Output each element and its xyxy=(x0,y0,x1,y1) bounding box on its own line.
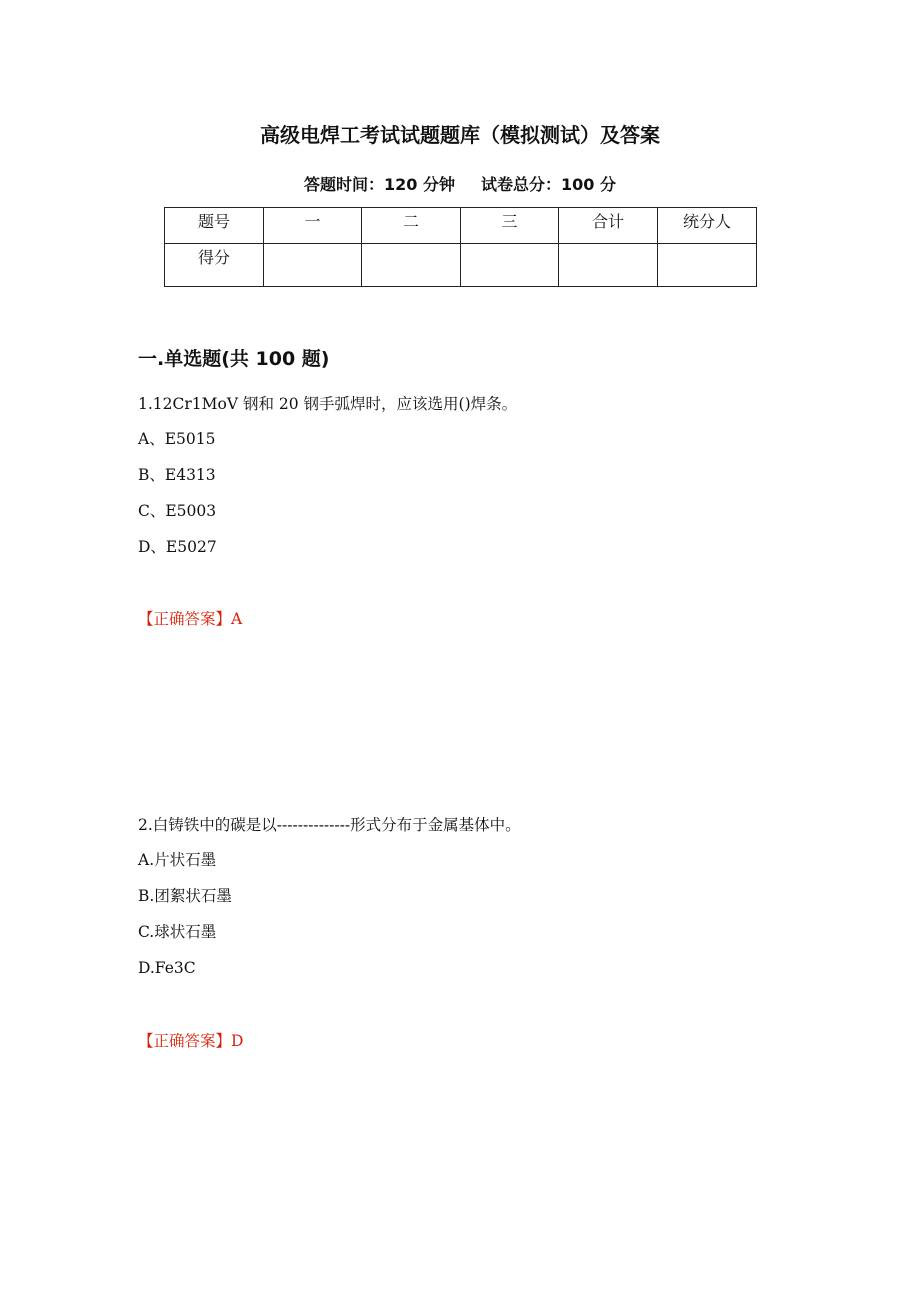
exam-time: 答题时间：120 分钟 xyxy=(304,175,455,194)
correct-answer xyxy=(138,1030,243,1052)
correct-answer-value: A xyxy=(231,610,243,628)
score-cell-empty[interactable] xyxy=(461,244,559,287)
score-table xyxy=(164,207,757,287)
question-stem: 1.12Cr1MoV 钢和 20 钢手弧焊时，应该选用()焊条。 xyxy=(138,395,518,413)
exam-meta xyxy=(0,173,920,197)
correct-answer-label: 【正确答案】 xyxy=(138,1032,232,1050)
question-option: C、E5003 xyxy=(138,502,217,520)
question-stem: 2.白铸铁中的碳是以--------------形式分布于金属基体中。 xyxy=(138,816,521,834)
question-option: D、E5027 xyxy=(138,538,217,556)
section-title: 一.单选题(共 100 题) xyxy=(138,348,330,370)
score-cell-part-3: 三 xyxy=(461,208,559,244)
question-option: A、E5015 xyxy=(138,430,216,448)
score-cell-grader: 统分人 xyxy=(658,208,757,244)
question-option: B、E4313 xyxy=(138,466,216,484)
score-cell-part-1: 一 xyxy=(264,208,362,244)
score-table-score-row xyxy=(165,244,757,287)
question-option: C.球状石墨 xyxy=(138,923,217,941)
question-option: D.Fe3C xyxy=(138,959,196,977)
correct-answer-value: D xyxy=(231,1032,244,1050)
score-cell-empty[interactable] xyxy=(658,244,757,287)
question-option: A.片状石墨 xyxy=(138,851,217,869)
question-option: B.团絮状石墨 xyxy=(138,887,232,905)
score-cell-part-2: 二 xyxy=(362,208,461,244)
score-cell-empty[interactable] xyxy=(362,244,461,287)
score-cell-empty[interactable] xyxy=(264,244,362,287)
correct-answer xyxy=(138,608,242,630)
score-cell-empty[interactable] xyxy=(559,244,658,287)
score-table-header-row xyxy=(165,208,757,244)
correct-answer-label: 【正确答案】 xyxy=(138,610,232,628)
document-title: 高级电焊工考试试题题库（模拟测试）及答案 xyxy=(260,123,660,147)
exam-total-score: 试卷总分：100 分 xyxy=(481,175,616,194)
score-cell-question-no: 题号 xyxy=(165,208,264,244)
score-cell-score-label: 得分 xyxy=(165,244,264,287)
score-cell-total: 合计 xyxy=(559,208,658,244)
